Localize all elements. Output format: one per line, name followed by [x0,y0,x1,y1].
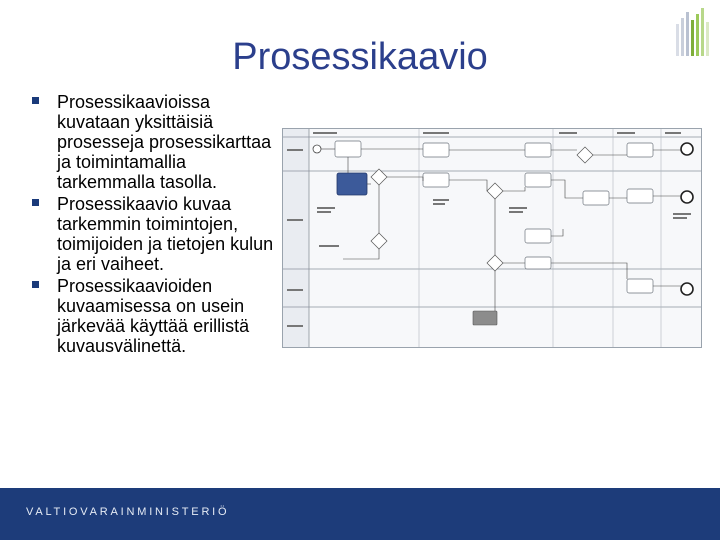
bullet-item [32,92,277,192]
process-diagram-image [282,128,702,348]
square-bullet-icon [32,97,39,104]
bullet-text: Prosessikaavioiden kuvaamisessa on usein järkevää käyttää erillistä kuvausvälinettä. [57,276,250,356]
bullet-text: Prosessikaavioissa kuvataan yksittäisiä prosesseja prosessikarttaa ja toimintamallia tarkemmalla tasolla. [57,92,272,192]
bullet-list [32,92,277,358]
square-bullet-icon [32,281,39,288]
bullet-item [32,276,277,356]
slide-title: Prosessikaavio [232,36,488,78]
bullet-item [32,194,277,274]
organization-logo-text: VALTIOVARAINMINISTERIÖ [26,506,230,518]
square-bullet-icon [32,199,39,206]
bullet-text: Prosessikaavio kuvaa tarkemmin toimintojen, toimijoiden ja tietojen kulun ja eri vaiheet. [57,194,274,274]
footer-bar [0,488,720,540]
